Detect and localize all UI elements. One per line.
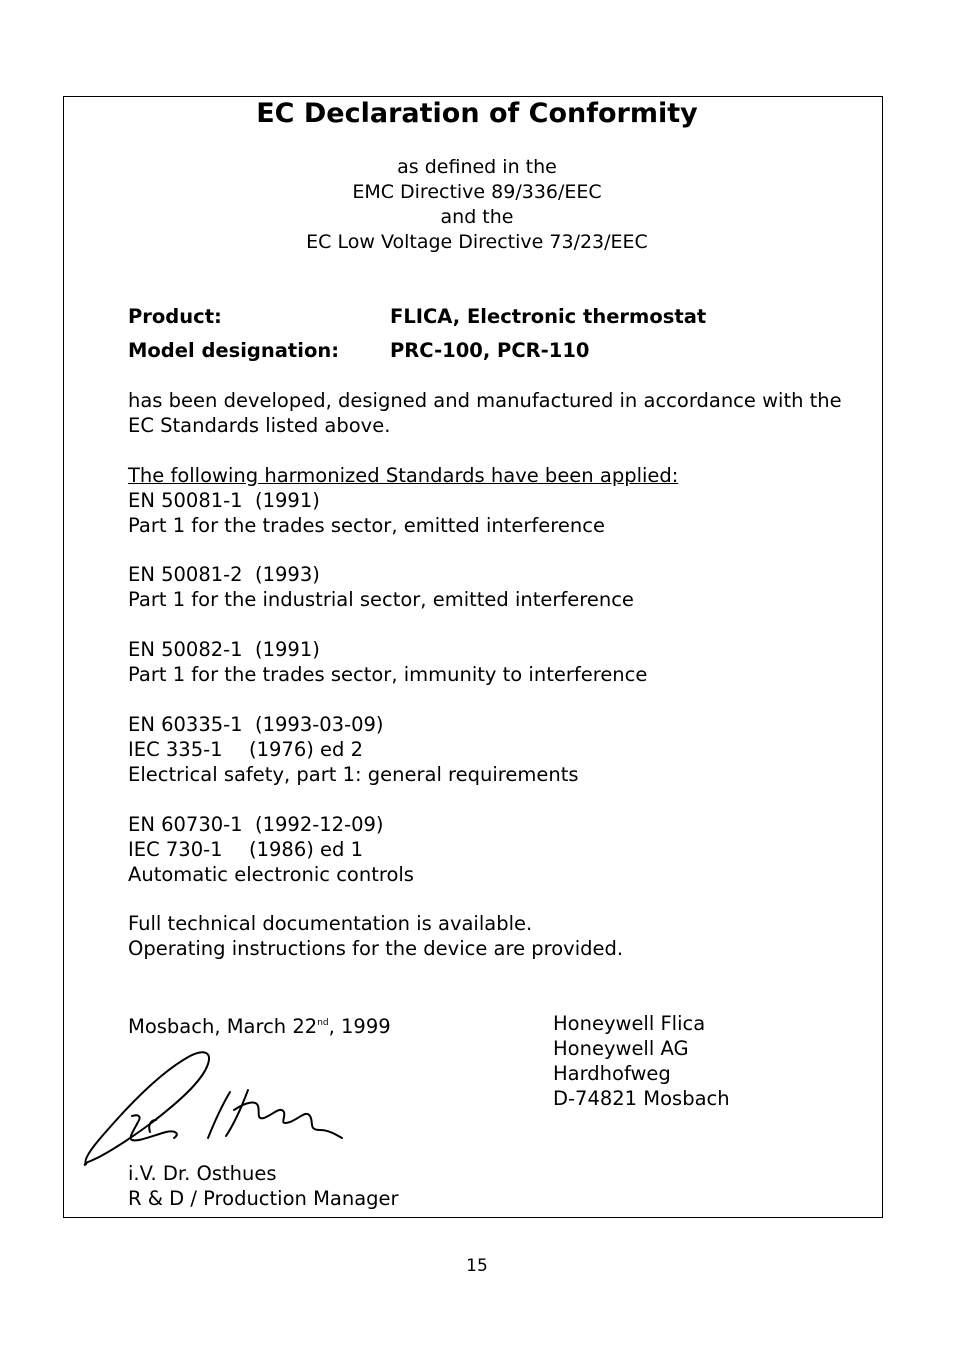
address-line: Honeywell Flica xyxy=(553,1012,706,1035)
standard-code-line xyxy=(128,637,320,662)
standard-code-line xyxy=(128,812,384,837)
standard-code-line xyxy=(128,562,320,587)
standard-code: IEC 730-1 xyxy=(128,838,223,861)
standard-code-line xyxy=(128,712,384,737)
standard-code-line xyxy=(128,837,363,862)
address-line: Honeywell AG xyxy=(553,1037,689,1060)
standard-date: (1993) xyxy=(255,563,320,586)
statement-line: EC Standards listed above. xyxy=(128,414,391,437)
standard-code: IEC 335-1 xyxy=(128,738,223,761)
intro-line: as defined in the xyxy=(397,156,557,178)
standard-code: EN 50081-2 xyxy=(128,563,243,586)
model-label: Model designation: xyxy=(128,339,340,362)
standard-desc: Part 1 for the industrial sector, emitted interference xyxy=(128,588,634,611)
page-title: EC Declaration of Conformity xyxy=(256,98,698,129)
standard-desc: Part 1 for the trades sector, immunity to interference xyxy=(128,663,648,686)
standard-date: (1991) xyxy=(255,489,320,512)
standard-date: (1993-03-09) xyxy=(255,713,384,736)
statement-line: has been developed, designed and manufactured in accordance with the xyxy=(128,389,842,412)
product-label: Product: xyxy=(128,305,222,328)
standard-code: EN 50081-1 xyxy=(128,489,243,512)
standard-date: (1976) ed 2 xyxy=(249,738,364,761)
address-line: D-74821 Mosbach xyxy=(553,1087,730,1110)
intro-line: and the xyxy=(440,206,514,228)
standard-code-line xyxy=(128,488,320,513)
intro-line: EC Low Voltage Directive 73/23/EEC xyxy=(306,231,648,253)
place-date: Mosbach, March 22nd, 1999 xyxy=(128,1015,391,1038)
standard-date: (1986) ed 1 xyxy=(249,838,364,861)
standard-date: (1992-12-09) xyxy=(255,813,384,836)
standard-code: EN 50082-1 xyxy=(128,638,243,661)
intro-line: EMC Directive 89/336/EEC xyxy=(352,181,602,203)
model-value: PRC-100, PCR-110 xyxy=(390,339,590,362)
directive-intro xyxy=(0,155,954,255)
signatory-role: R & D / Production Manager xyxy=(128,1187,399,1210)
product-row xyxy=(128,304,222,329)
standard-code: EN 60335-1 xyxy=(128,713,243,736)
closing-line: Full technical documentation is available. xyxy=(128,912,533,935)
product-value: FLICA, Electronic thermostat xyxy=(390,305,707,328)
standard-desc: Part 1 for the trades sector, emitted interference xyxy=(128,514,605,537)
standard-code-line xyxy=(128,737,363,762)
standards-heading: The following harmonized Standards have been applied: xyxy=(128,464,679,487)
company-address xyxy=(553,1011,730,1111)
address-line: Hardhofweg xyxy=(553,1062,671,1085)
closing-line: Operating instructions for the device are provided. xyxy=(128,937,624,960)
signature xyxy=(80,1046,350,1168)
page-number: 15 xyxy=(466,1256,488,1276)
standard-code: EN 60730-1 xyxy=(128,813,243,836)
standard-date: (1991) xyxy=(255,638,320,661)
standard-desc: Electrical safety, part 1: general requirements xyxy=(128,763,579,786)
model-row xyxy=(128,338,339,363)
signatory-name: i.V. Dr. Osthues xyxy=(128,1162,277,1185)
standard-desc: Automatic electronic controls xyxy=(128,863,414,886)
